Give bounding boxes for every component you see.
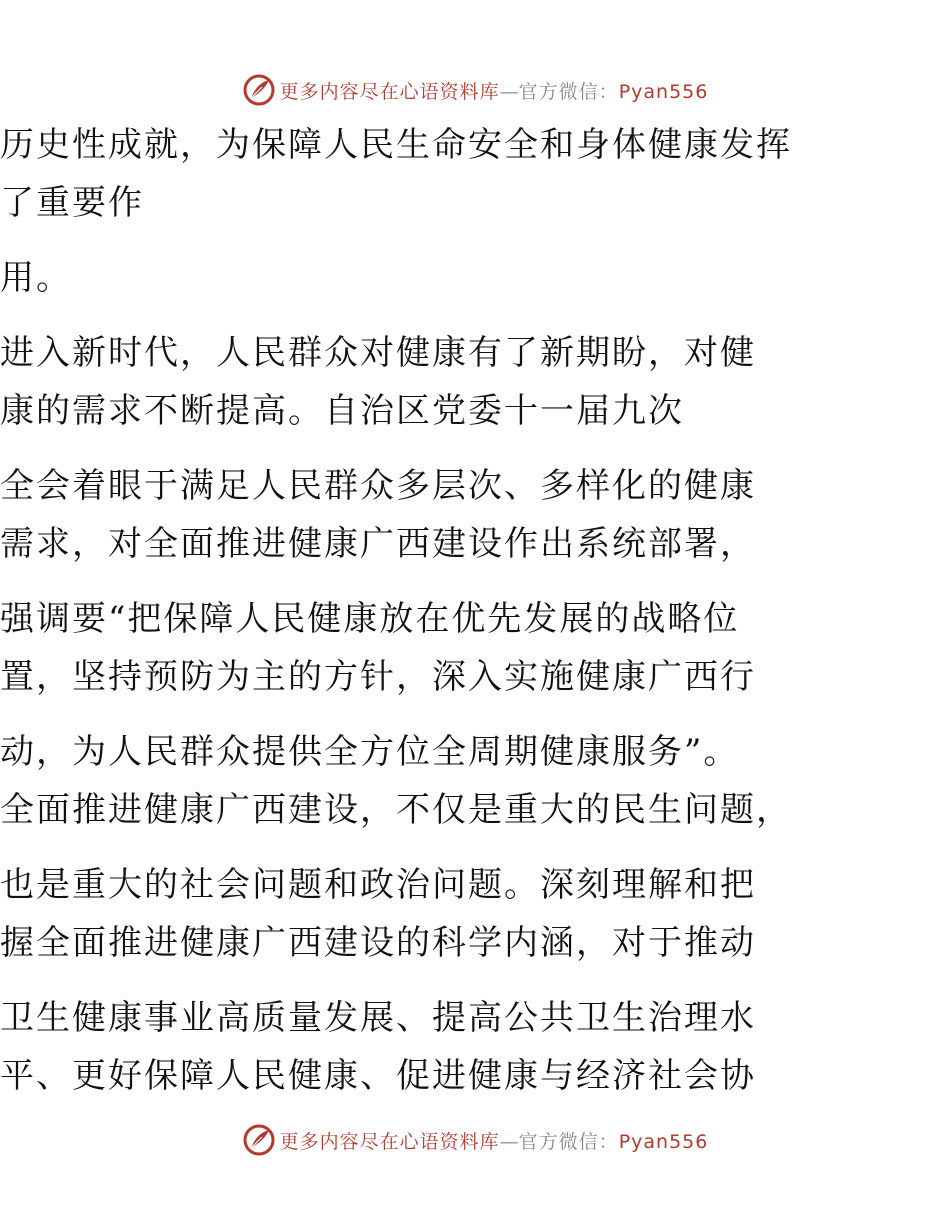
text-line: 置，坚持预防为主的方针，深入实施健康广西行 [0,657,756,697]
watermark-official: 官方微信： [518,80,619,103]
text-line: 进入新时代，人民群众对健康有了新期盼，对健 [0,333,756,373]
watermark-dash: — [499,80,519,103]
text-line: 全会着眼于满足人民群众多层次、多样化的健康 [0,466,756,506]
header-watermark [0,70,950,110]
watermark-wechat: Pyan556 [618,80,709,103]
text-line: 强调要“把保障人民健康放在优先发展的战略位 [0,599,740,639]
text-line: 康的需求不断提高。自治区党委十一届九次 [0,391,684,431]
watermark-wechat: Pyan556 [618,1130,709,1153]
watermark-dash: — [499,1130,519,1153]
feather-logo-icon [242,73,276,107]
text-line: 用。 [0,258,72,298]
text-line: 全面推进健康广西建设，不仅是重大的民生问题， [0,790,792,830]
watermark-site: 更多内容尽在心语资料库 [279,80,500,103]
text-line: 需求，对全面推进健康广西建设作出系统部署， [0,524,756,564]
text-line: 卫生健康事业高质量发展、提高公共卫生治理水 [0,998,756,1038]
footer-watermark [0,1120,950,1160]
text-line: 也是重大的社会问题和政治问题。深刻理解和把 [0,865,756,905]
text-line: 握全面推进健康广西建设的科学内涵，对于推动 [0,923,756,963]
watermark-site: 更多内容尽在心语资料库 [279,1130,500,1153]
text-line: 平、更好保障人民健康、促进健康与经济社会协 [0,1056,756,1096]
feather-logo-icon [242,1123,276,1157]
watermark-official: 官方微信： [518,1130,619,1153]
text-line: 动，为人民群众提供全方位全周期健康服务”。 [0,732,740,772]
text-line: 了重要作 [0,183,144,223]
text-line: 历史性成就，为保障人民生命安全和身体健康发挥 [0,125,792,165]
